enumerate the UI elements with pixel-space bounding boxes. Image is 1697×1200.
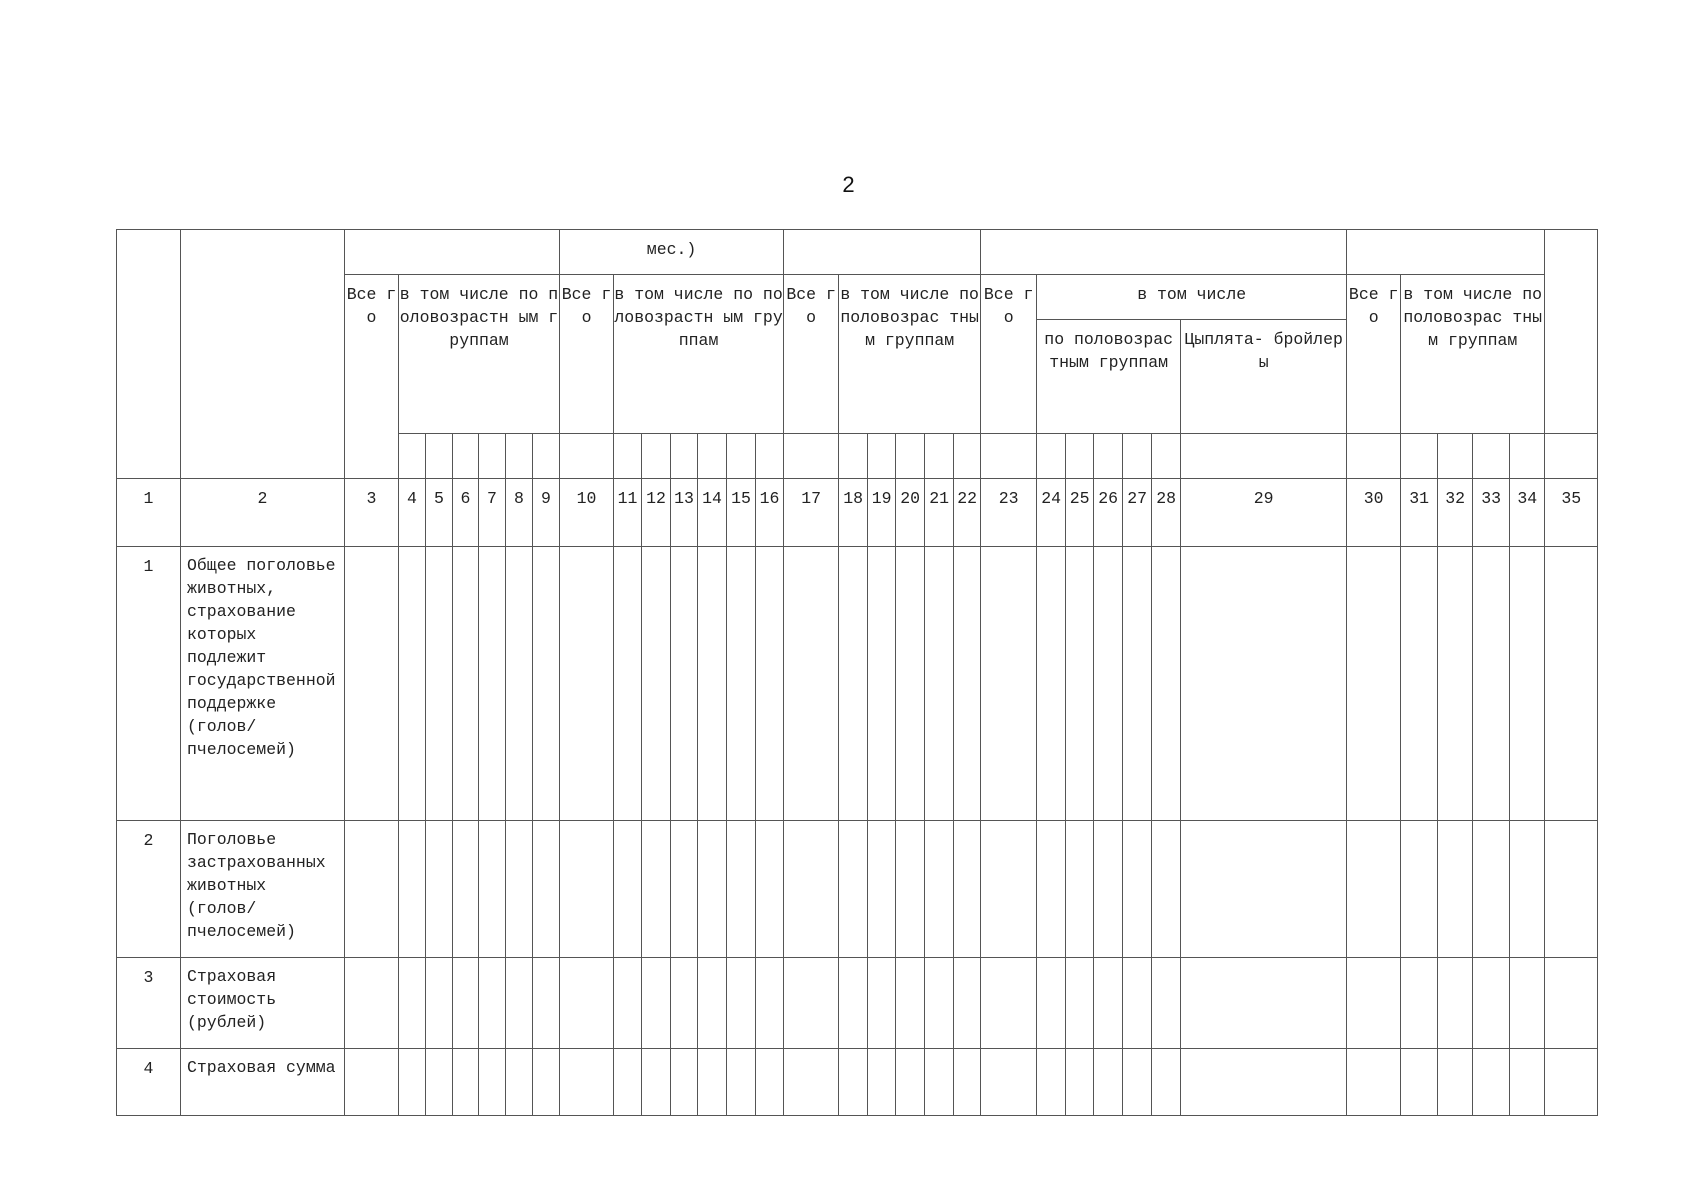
col-num: 34 (1510, 479, 1545, 547)
subcell-35 (1545, 434, 1598, 479)
header-group-2: мес.) (560, 230, 784, 275)
subcell-28 (1152, 434, 1181, 479)
subcell-7 (479, 434, 506, 479)
col-num: 15 (727, 479, 756, 547)
col-num: 5 (426, 479, 453, 547)
header-group-1 (345, 230, 560, 275)
subcell-27 (1123, 434, 1152, 479)
col-num: 16 (756, 479, 784, 547)
subcell-26 (1094, 434, 1123, 479)
subcell-32 (1438, 434, 1473, 479)
col-num: 9 (533, 479, 560, 547)
col-num: 1 (117, 479, 181, 547)
subcell-9 (533, 434, 560, 479)
subcell-19 (868, 434, 896, 479)
subcell-11 (614, 434, 642, 479)
table-row (117, 547, 1598, 821)
header-blank-no (117, 230, 181, 479)
col-num: 11 (614, 479, 642, 547)
column-numbers-row (117, 479, 1598, 547)
col-num: 26 (1094, 479, 1123, 547)
subcell-5 (426, 434, 453, 479)
header-pvg-g5: в том числе по половозрас тным группам (1401, 275, 1545, 434)
col-num: 7 (479, 479, 506, 547)
row-number: 4 (117, 1049, 181, 1116)
col-num: 19 (868, 479, 896, 547)
col-num: 23 (981, 479, 1037, 547)
header-broilers: Цыплята- бройлеры (1181, 320, 1347, 434)
subcell-34 (1510, 434, 1545, 479)
header-vsego-g2: Все го (560, 275, 614, 434)
row-label: Поголовье застрахованных животных (голов/пчелосемей) (181, 821, 345, 958)
subcell-20 (896, 434, 925, 479)
header-v-tom-chisle-g4: в том числе (1037, 275, 1347, 320)
row-number: 2 (117, 821, 181, 958)
col-num: 18 (839, 479, 868, 547)
subcell-4 (399, 434, 426, 479)
page-number: 2 (842, 172, 855, 197)
subcell-30 (1347, 434, 1401, 479)
header-vsego-g4: Все го (981, 275, 1037, 434)
table-row (117, 958, 1598, 1049)
header-blank-indicator (181, 230, 345, 479)
subcell-17 (784, 434, 839, 479)
col-num: 10 (560, 479, 614, 547)
col-num: 14 (698, 479, 727, 547)
subcell-31 (1401, 434, 1438, 479)
header-group-3 (784, 230, 981, 275)
col-num: 3 (345, 479, 399, 547)
subcell-15 (727, 434, 756, 479)
col-num: 12 (642, 479, 671, 547)
row-number: 1 (117, 547, 181, 821)
subcell-13 (671, 434, 698, 479)
table-row (117, 1049, 1598, 1116)
col-num: 25 (1066, 479, 1094, 547)
header-pvg-g1: в том числе по половозрастн ым группам (399, 275, 560, 434)
subcell-10 (560, 434, 614, 479)
header-vsego-g1: Все го (345, 275, 399, 479)
col-num: 2 (181, 479, 345, 547)
col-num: 28 (1152, 479, 1181, 547)
subcell-24 (1037, 434, 1066, 479)
subcell-25 (1066, 434, 1094, 479)
subcell-12 (642, 434, 671, 479)
header-pvg-g2: в том числе по половозрастн ым группам (614, 275, 784, 434)
header-group-5 (1347, 230, 1545, 275)
row-number: 3 (117, 958, 181, 1049)
col-num: 29 (1181, 479, 1347, 547)
insurance-livestock-table (116, 229, 1598, 1116)
col-num: 32 (1438, 479, 1473, 547)
header-blank-35 (1545, 230, 1598, 434)
subcell-21 (925, 434, 954, 479)
subcell-16 (756, 434, 784, 479)
col-num: 20 (896, 479, 925, 547)
table-row (117, 821, 1598, 958)
subcell-23 (981, 434, 1037, 479)
col-num: 6 (453, 479, 479, 547)
header-group-4 (981, 230, 1347, 275)
header-vsego-g5: Все го (1347, 275, 1401, 434)
col-num: 17 (784, 479, 839, 547)
subcell-6 (453, 434, 479, 479)
subcell-14 (698, 434, 727, 479)
subcell-8 (506, 434, 533, 479)
col-num: 24 (1037, 479, 1066, 547)
header-pvg-g3: в том числе по половозрас тным группам (839, 275, 981, 434)
col-num: 21 (925, 479, 954, 547)
row-label: Общее поголовье животных, страхование которых подлежит государственной поддержке (голов/пчелосемей) (181, 547, 345, 821)
col-num: 4 (399, 479, 426, 547)
subcell-33 (1473, 434, 1510, 479)
row-label: Страховая сумма (181, 1049, 345, 1116)
col-num: 35 (1545, 479, 1598, 547)
col-num: 13 (671, 479, 698, 547)
header-vsego-g3: Все го (784, 275, 839, 434)
subcell-22 (954, 434, 981, 479)
subcell-29 (1181, 434, 1347, 479)
col-num: 33 (1473, 479, 1510, 547)
col-num: 22 (954, 479, 981, 547)
col-num: 8 (506, 479, 533, 547)
header-po-pvg-g4: по половозрас тным группам (1037, 320, 1181, 434)
col-num: 30 (1347, 479, 1401, 547)
col-num: 31 (1401, 479, 1438, 547)
row-label: Страховая стоимость (рублей) (181, 958, 345, 1049)
subcell-18 (839, 434, 868, 479)
col-num: 27 (1123, 479, 1152, 547)
